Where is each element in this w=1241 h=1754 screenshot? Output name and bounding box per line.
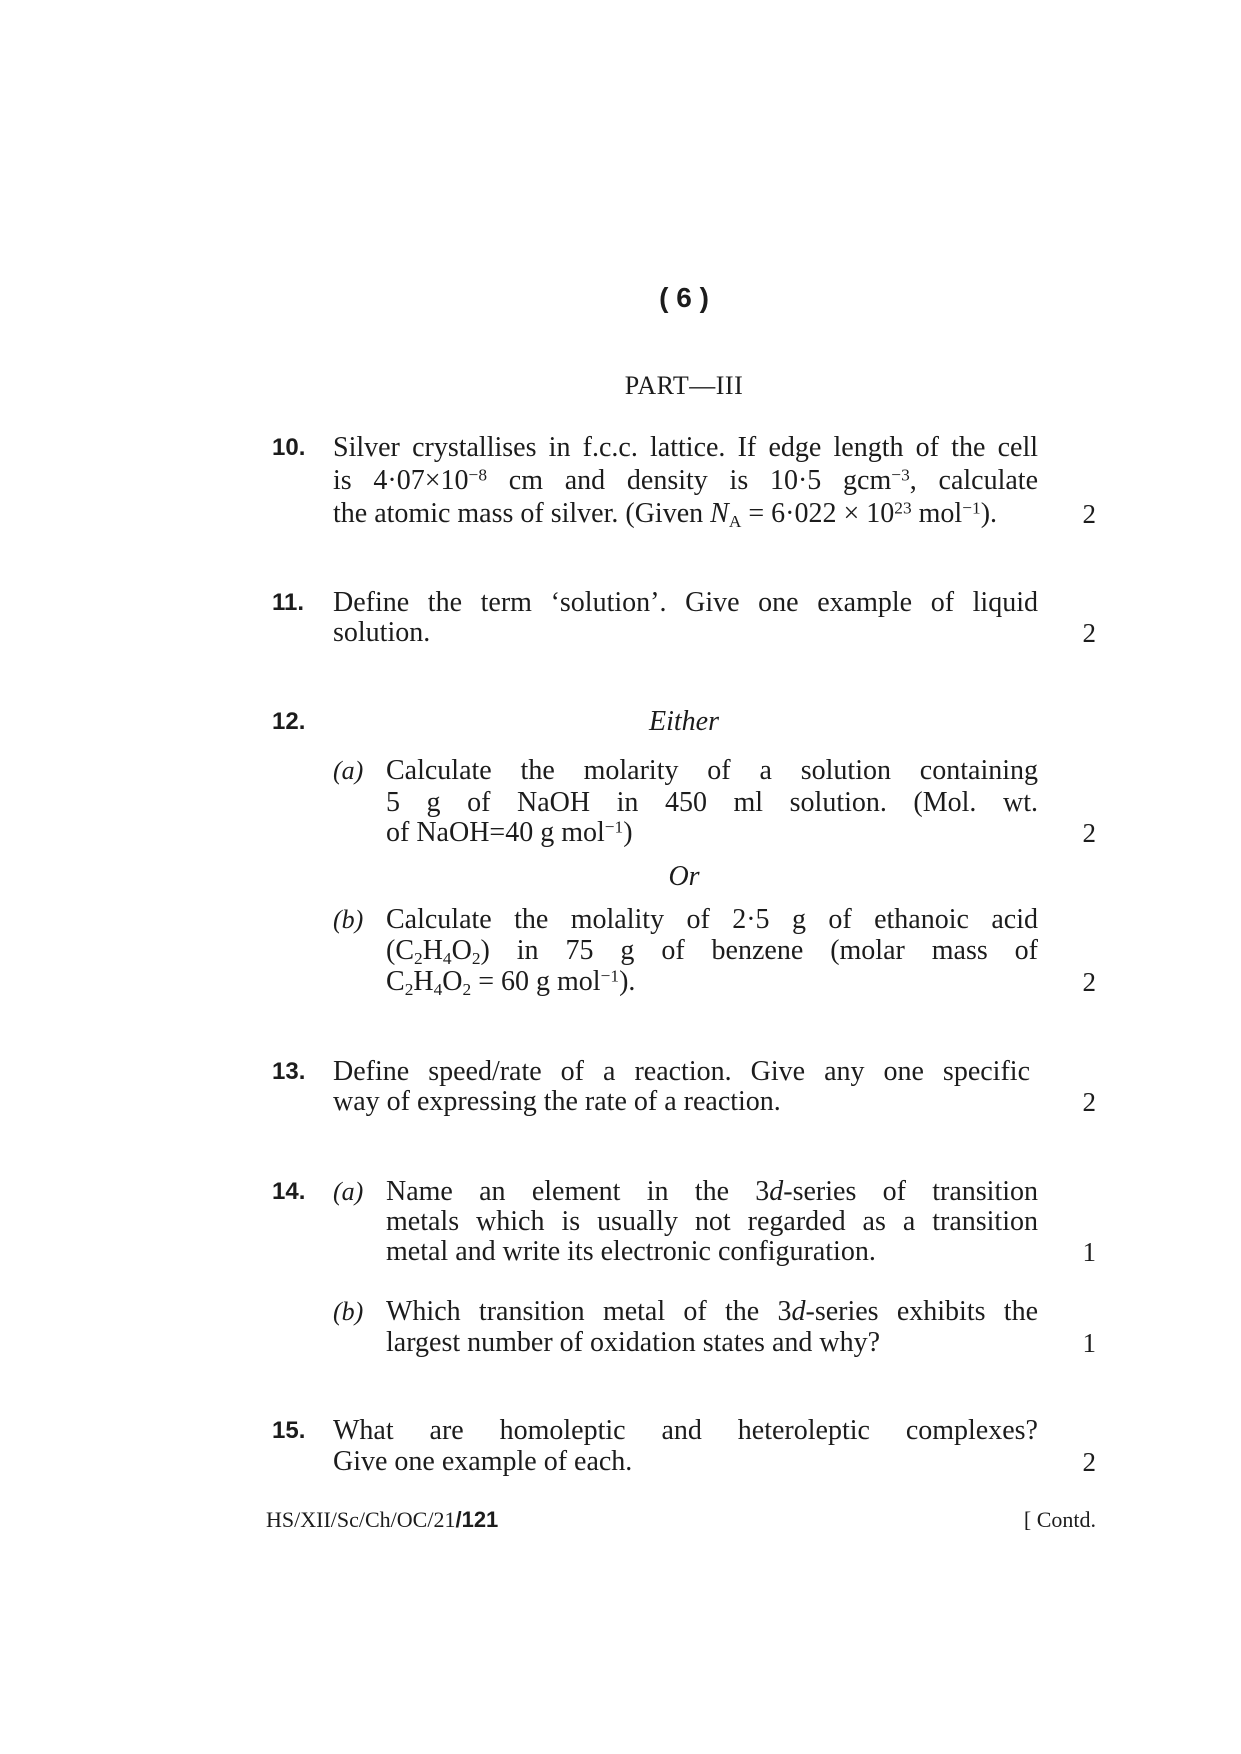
question-number-13: 13.	[272, 1058, 306, 1085]
text-segment: the atomic mass of silver. (Given	[333, 498, 711, 529]
q14b-marks: 1	[1082, 1328, 1096, 1358]
text-segment: -series of transition	[783, 1176, 1039, 1207]
subscript: 2	[471, 949, 481, 969]
q12a-line-1: Calculate the molarity of a solution containing	[386, 755, 1038, 786]
avogadro-symbol: N	[710, 498, 729, 529]
q14b-line-1	[386, 1295, 1038, 1329]
q14a-line-3: metal and write its electronic configuration.	[386, 1236, 876, 1267]
text-segment: = 6·022 × 10	[741, 498, 895, 529]
text-segment: -series exhibits the	[805, 1296, 1038, 1327]
q15-marks: 2	[1082, 1447, 1096, 1477]
question-number-14: 14.	[272, 1178, 306, 1205]
text-segment: C	[386, 966, 405, 997]
continued-note: [ Contd.	[1023, 1507, 1096, 1532]
text-segment: of NaOH=40 g mol	[386, 817, 605, 848]
text-segment: )	[623, 817, 633, 848]
text-segment: ).	[619, 966, 636, 997]
superscript: −1	[962, 498, 981, 518]
part-heading: PART—III	[624, 371, 744, 400]
q13-line-1: Define speed/rate of a reaction. Give any one specific	[333, 1056, 1030, 1087]
q12-option-a-label: (a)	[333, 756, 364, 785]
text-segment: O	[451, 935, 472, 966]
page-number: ( 6 )	[659, 282, 709, 313]
q10-marks: 2	[1082, 499, 1096, 529]
text-segment: H	[422, 935, 443, 966]
text-segment: Name an element in the 3	[386, 1176, 770, 1207]
q12b-line-3	[386, 965, 1038, 999]
text-segment: = 60 g mol	[471, 966, 601, 997]
q15-line-2: Give one example of each.	[333, 1446, 633, 1477]
subscript: 2	[462, 980, 472, 1000]
q10-line-1: Silver crystallises in f.c.c. lattice. If edge length of the cell	[333, 432, 1038, 463]
or-label: Or	[668, 861, 700, 892]
text-segment: mol	[911, 498, 963, 529]
text-segment: ) in 75 g of benzene (molar mass of	[480, 935, 1038, 966]
q10-line-2	[333, 464, 1038, 498]
paper-code-text: HS/XII/Sc/Ch/OC/21	[266, 1507, 456, 1532]
question-number-11: 11.	[272, 589, 305, 616]
q14a-marks: 1	[1082, 1237, 1096, 1267]
question-number-15: 15.	[272, 1417, 306, 1444]
q14a-line-1	[386, 1175, 1038, 1209]
q12b-marks: 2	[1082, 967, 1096, 997]
q13-marks: 2	[1082, 1087, 1096, 1117]
q12b-line-2	[386, 934, 1038, 968]
q13-line-2: way of expressing the rate of a reaction.	[333, 1086, 781, 1117]
superscript: −1	[604, 817, 624, 837]
text-segment: is 4·07×10	[333, 465, 469, 496]
subscript: A	[728, 512, 742, 532]
subscript: 4	[433, 980, 443, 1000]
q14b-line-2: largest number of oxidation states and why?	[386, 1327, 881, 1358]
text-segment: , calculate	[909, 465, 1038, 496]
q12b-line-1: Calculate the molality of 2·5 g of ethanoic acid	[386, 904, 1038, 935]
text-segment: H	[413, 966, 434, 997]
q14a-line-2: metals which is usually not regarded as a transition	[386, 1206, 1038, 1237]
q12a-line-2: 5 g of NaOH in 450 ml solution. (Mol. wt.	[386, 787, 1038, 818]
superscript: −3	[891, 465, 910, 485]
text-segment: ).	[980, 498, 998, 529]
paper-code	[266, 1505, 498, 1535]
q11-marks: 2	[1082, 618, 1096, 648]
superscript: −8	[468, 465, 488, 485]
superscript: −1	[600, 966, 620, 986]
q11-line-1: Define the term ‘solution’. Give one example of liquid	[333, 587, 1038, 618]
subscript: 2	[414, 949, 423, 969]
subscript: 2	[404, 980, 414, 1000]
text-segment: cm and density is 10·5 gcm	[487, 465, 892, 496]
q10-line-3	[333, 497, 1038, 531]
text-segment: Which transition metal of the 3	[386, 1296, 792, 1327]
q12-option-b-label: (b)	[333, 905, 364, 934]
question-number-10: 10.	[272, 434, 306, 461]
q15-line-1: What are homoleptic and heteroleptic complexes?	[333, 1415, 1038, 1446]
subscript: 4	[442, 949, 452, 969]
paper-code-number: /121	[455, 1507, 499, 1532]
q12a-line-3	[386, 816, 1038, 850]
q11-line-2: solution.	[333, 617, 431, 648]
superscript: 23	[894, 498, 912, 518]
italic-segment: d	[791, 1296, 806, 1327]
italic-segment: d	[769, 1176, 784, 1207]
q12a-marks: 2	[1082, 818, 1096, 848]
q14-part-a-label: (a)	[333, 1177, 364, 1206]
q14-part-b-label: (b)	[333, 1297, 364, 1326]
text-segment: (C	[386, 935, 414, 966]
text-segment: O	[442, 966, 463, 997]
either-label: Either	[649, 706, 719, 737]
question-number-12: 12.	[272, 708, 306, 735]
